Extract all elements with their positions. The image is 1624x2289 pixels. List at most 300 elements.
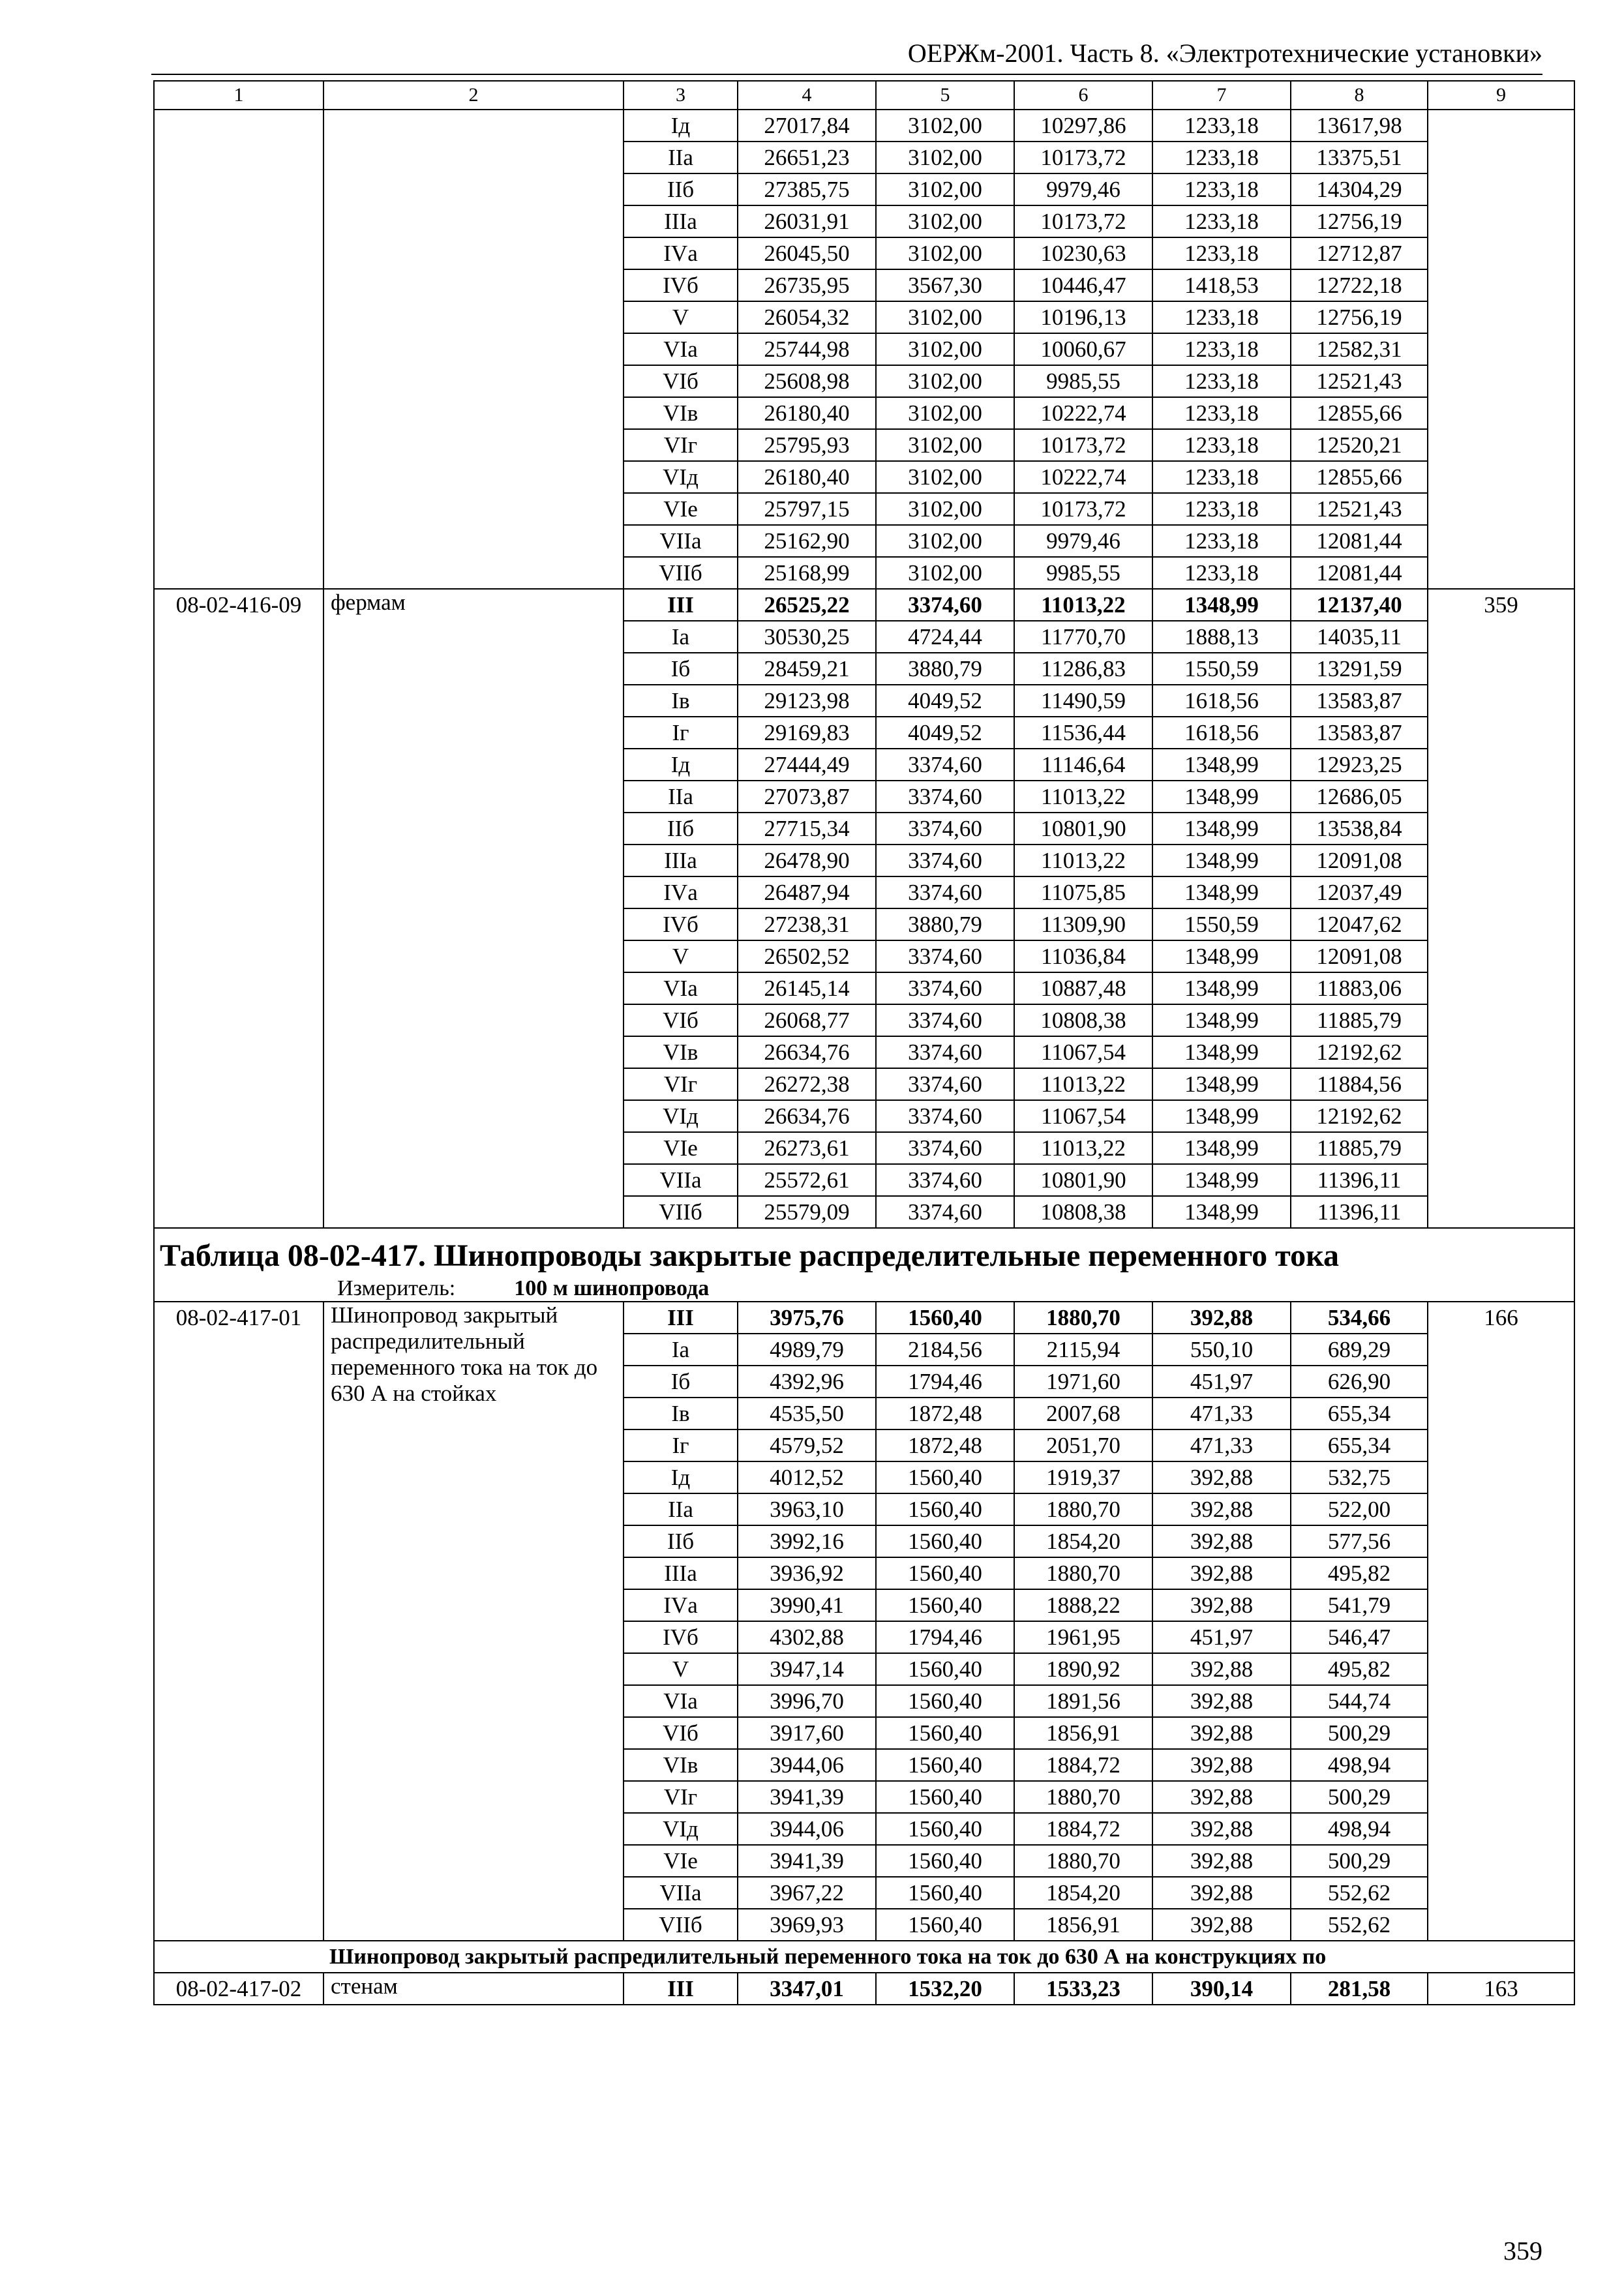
value-cell: 655,34 — [1291, 1429, 1428, 1461]
value-cell: 3374,60 — [876, 1036, 1014, 1068]
value-cell: 25797,15 — [738, 493, 876, 525]
value-cell: 11146,64 — [1014, 749, 1152, 781]
value-cell: 13291,59 — [1291, 653, 1428, 685]
value-cell: 2051,70 — [1014, 1429, 1152, 1461]
zone-cell: Iд — [624, 110, 738, 142]
norm-ref-cell: 163 — [1428, 1973, 1574, 2005]
value-cell: 10173,72 — [1014, 429, 1152, 461]
value-cell: 1794,46 — [876, 1621, 1014, 1653]
value-cell: 4049,52 — [876, 717, 1014, 749]
value-cell: 1880,70 — [1014, 1845, 1152, 1877]
value-cell: 451,97 — [1152, 1621, 1291, 1653]
zone-cell: VIе — [624, 493, 738, 525]
zone-cell: Iб — [624, 1366, 738, 1398]
zone-cell: IVа — [624, 237, 738, 269]
value-cell: 1550,59 — [1152, 908, 1291, 940]
value-cell: 1532,20 — [876, 1973, 1014, 2005]
value-cell: 11036,84 — [1014, 940, 1152, 972]
value-cell: 30530,25 — [738, 621, 876, 653]
value-cell: 1884,72 — [1014, 1749, 1152, 1781]
value-cell: 498,94 — [1291, 1813, 1428, 1845]
norm-ref-cell: 166 — [1428, 1302, 1574, 1941]
value-cell: 29169,83 — [738, 717, 876, 749]
zone-cell: VIв — [624, 397, 738, 429]
zone-cell: VIIб — [624, 1196, 738, 1228]
value-cell: 3102,00 — [876, 110, 1014, 142]
unit-value: 100 м шинопровода — [514, 1276, 710, 1300]
value-cell: 1348,99 — [1152, 876, 1291, 908]
value-cell: 4724,44 — [876, 621, 1014, 653]
column-number-header: 7 — [1152, 81, 1291, 110]
value-cell: 1348,99 — [1152, 749, 1291, 781]
value-cell: 3102,00 — [876, 237, 1014, 269]
value-cell: 3374,60 — [876, 1196, 1014, 1228]
value-cell: 3996,70 — [738, 1685, 876, 1717]
norm-ref-cell: 359 — [1428, 589, 1574, 1228]
value-cell: 12520,21 — [1291, 429, 1428, 461]
zone-cell: Iг — [624, 717, 738, 749]
value-cell: 3374,60 — [876, 972, 1014, 1004]
zone-cell: VIв — [624, 1036, 738, 1068]
column-number-header: 3 — [624, 81, 738, 110]
value-cell: 1856,91 — [1014, 1717, 1152, 1749]
value-cell: 3374,60 — [876, 1164, 1014, 1196]
value-cell: 1348,99 — [1152, 972, 1291, 1004]
value-cell: 12521,43 — [1291, 365, 1428, 397]
value-cell: 392,88 — [1152, 1461, 1291, 1493]
zone-cell: III — [624, 1302, 738, 1334]
item-description-cell — [323, 110, 624, 589]
zone-cell: IIа — [624, 1493, 738, 1525]
zone-cell: IIIа — [624, 845, 738, 876]
zone-cell: VIIа — [624, 1164, 738, 1196]
value-cell: 1348,99 — [1152, 940, 1291, 972]
value-cell: 9979,46 — [1014, 173, 1152, 205]
zone-cell: Iд — [624, 1461, 738, 1493]
value-cell: 1872,48 — [876, 1398, 1014, 1429]
value-cell: 26273,61 — [738, 1132, 876, 1164]
value-cell: 11536,44 — [1014, 717, 1152, 749]
zone-cell: V — [624, 301, 738, 333]
value-cell: 1348,99 — [1152, 1100, 1291, 1132]
value-cell: 1348,99 — [1152, 1004, 1291, 1036]
item-code-cell: 08-02-417-02 — [154, 1973, 323, 2005]
value-cell: 14304,29 — [1291, 173, 1428, 205]
value-cell: 1971,60 — [1014, 1366, 1152, 1398]
value-cell: 25162,90 — [738, 525, 876, 557]
value-cell: 25579,09 — [738, 1196, 876, 1228]
value-cell: 1560,40 — [876, 1845, 1014, 1877]
value-cell: 2115,94 — [1014, 1334, 1152, 1366]
value-cell: 392,88 — [1152, 1685, 1291, 1717]
zone-cell: Iа — [624, 621, 738, 653]
zone-cell: IVа — [624, 1589, 738, 1621]
zone-cell: VIв — [624, 1749, 738, 1781]
value-cell: 1560,40 — [876, 1525, 1014, 1557]
value-cell: 1348,99 — [1152, 1196, 1291, 1228]
value-cell: 3102,00 — [876, 173, 1014, 205]
value-cell: 471,33 — [1152, 1398, 1291, 1429]
value-cell: 9979,46 — [1014, 525, 1152, 557]
value-cell: 3374,60 — [876, 876, 1014, 908]
subsection-row — [154, 1941, 1574, 1973]
value-cell: 27444,49 — [738, 749, 876, 781]
value-cell: 26651,23 — [738, 142, 876, 173]
value-cell: 392,88 — [1152, 1813, 1291, 1845]
value-cell: 3102,00 — [876, 429, 1014, 461]
value-cell: 26068,77 — [738, 1004, 876, 1036]
value-cell: 26180,40 — [738, 397, 876, 429]
value-cell: 577,56 — [1291, 1525, 1428, 1557]
value-cell: 1560,40 — [876, 1653, 1014, 1685]
value-cell: 3374,60 — [876, 940, 1014, 972]
value-cell: 541,79 — [1291, 1589, 1428, 1621]
value-cell: 392,88 — [1152, 1845, 1291, 1877]
value-cell: 500,29 — [1291, 1845, 1428, 1877]
zone-cell: VIе — [624, 1845, 738, 1877]
zone-cell: VIIа — [624, 1877, 738, 1909]
value-cell: 27385,75 — [738, 173, 876, 205]
value-cell: 1560,40 — [876, 1749, 1014, 1781]
value-cell: 10446,47 — [1014, 269, 1152, 301]
value-cell: 29123,98 — [738, 685, 876, 717]
value-cell: 1856,91 — [1014, 1909, 1152, 1941]
value-cell: 26478,90 — [738, 845, 876, 876]
value-cell: 3947,14 — [738, 1653, 876, 1685]
value-cell: 3102,00 — [876, 461, 1014, 493]
value-cell: 1854,20 — [1014, 1525, 1152, 1557]
value-cell: 1233,18 — [1152, 333, 1291, 365]
value-cell: 1888,22 — [1014, 1589, 1152, 1621]
value-cell: 27715,34 — [738, 813, 876, 845]
value-cell: 1884,72 — [1014, 1813, 1152, 1845]
column-number-header: 4 — [738, 81, 876, 110]
value-cell: 1618,56 — [1152, 685, 1291, 717]
value-cell: 3374,60 — [876, 845, 1014, 876]
item-description-cell: стенам — [323, 1973, 624, 2005]
value-cell: 392,88 — [1152, 1525, 1291, 1557]
value-cell: 471,33 — [1152, 1429, 1291, 1461]
value-cell: 1233,18 — [1152, 110, 1291, 142]
table-row — [154, 589, 1574, 621]
value-cell: 1794,46 — [876, 1366, 1014, 1398]
value-cell: 1233,18 — [1152, 142, 1291, 173]
value-cell: 3374,60 — [876, 589, 1014, 621]
value-cell: 500,29 — [1291, 1781, 1428, 1813]
value-cell: 12192,62 — [1291, 1036, 1428, 1068]
zone-cell: IIб — [624, 1525, 738, 1557]
value-cell: 1888,13 — [1152, 621, 1291, 653]
zone-cell: IIIа — [624, 205, 738, 237]
value-cell: 25608,98 — [738, 365, 876, 397]
value-cell: 1233,18 — [1152, 205, 1291, 237]
value-cell: 1890,92 — [1014, 1653, 1152, 1685]
value-cell: 26272,38 — [738, 1068, 876, 1100]
value-cell: 3917,60 — [738, 1717, 876, 1749]
item-code-cell: 08-02-417-01 — [154, 1302, 323, 1941]
zone-cell: IVб — [624, 1621, 738, 1653]
zone-cell: VIд — [624, 1100, 738, 1132]
value-cell: 3102,00 — [876, 525, 1014, 557]
value-cell: 1233,18 — [1152, 397, 1291, 429]
value-cell: 552,62 — [1291, 1877, 1428, 1909]
value-cell: 522,00 — [1291, 1493, 1428, 1525]
value-cell: 10222,74 — [1014, 397, 1152, 429]
value-cell: 1233,18 — [1152, 365, 1291, 397]
table-row — [154, 1973, 1574, 2005]
value-cell: 1560,40 — [876, 1781, 1014, 1813]
page-header: ОЕРЖм-2001. Часть 8. «Электротехнические установки» — [907, 38, 1542, 68]
zone-cell: Iд — [624, 749, 738, 781]
zone-cell: VIб — [624, 1717, 738, 1749]
value-cell: 9985,55 — [1014, 557, 1152, 589]
value-cell: 11884,56 — [1291, 1068, 1428, 1100]
value-cell: 11396,11 — [1291, 1164, 1428, 1196]
value-cell: 1233,18 — [1152, 461, 1291, 493]
value-cell: 1560,40 — [876, 1877, 1014, 1909]
norm-ref-cell — [1428, 110, 1574, 589]
value-cell: 1348,99 — [1152, 1068, 1291, 1100]
value-cell: 12081,44 — [1291, 557, 1428, 589]
value-cell: 3374,60 — [876, 813, 1014, 845]
value-cell: 532,75 — [1291, 1461, 1428, 1493]
value-cell: 390,14 — [1152, 1973, 1291, 2005]
value-cell: 3102,00 — [876, 493, 1014, 525]
value-cell: 3374,60 — [876, 1100, 1014, 1132]
value-cell: 3880,79 — [876, 653, 1014, 685]
value-cell: 3347,01 — [738, 1973, 876, 2005]
item-code-cell: 08-02-416-09 — [154, 589, 323, 1228]
value-cell: 26502,52 — [738, 940, 876, 972]
value-cell: 13617,98 — [1291, 110, 1428, 142]
value-cell: 4012,52 — [738, 1461, 876, 1493]
value-cell: 546,47 — [1291, 1621, 1428, 1653]
column-number-header: 9 — [1428, 81, 1574, 110]
value-cell: 1560,40 — [876, 1302, 1014, 1334]
value-cell: 10173,72 — [1014, 493, 1152, 525]
value-cell: 3374,60 — [876, 781, 1014, 813]
value-cell: 26180,40 — [738, 461, 876, 493]
zone-cell: IIа — [624, 781, 738, 813]
value-cell: 27238,31 — [738, 908, 876, 940]
value-cell: 11013,22 — [1014, 781, 1152, 813]
value-cell: 4989,79 — [738, 1334, 876, 1366]
value-cell: 25168,99 — [738, 557, 876, 589]
value-cell: 25572,61 — [738, 1164, 876, 1196]
value-cell: 10060,67 — [1014, 333, 1152, 365]
value-cell: 1880,70 — [1014, 1493, 1152, 1525]
value-cell: 1348,99 — [1152, 845, 1291, 876]
value-cell: 392,88 — [1152, 1717, 1291, 1749]
value-cell: 12756,19 — [1291, 301, 1428, 333]
value-cell: 1560,40 — [876, 1493, 1014, 1525]
zone-cell: IIIа — [624, 1557, 738, 1589]
value-cell: 1348,99 — [1152, 1164, 1291, 1196]
value-cell: 3567,30 — [876, 269, 1014, 301]
unit-label: Измеритель: — [337, 1276, 456, 1300]
value-cell: 544,74 — [1291, 1685, 1428, 1717]
value-cell: 1872,48 — [876, 1429, 1014, 1461]
zone-cell: IVб — [624, 269, 738, 301]
value-cell: 3102,00 — [876, 397, 1014, 429]
value-cell: 689,29 — [1291, 1334, 1428, 1366]
zone-cell: IIа — [624, 142, 738, 173]
value-cell: 3967,22 — [738, 1877, 876, 1909]
value-cell: 495,82 — [1291, 1653, 1428, 1685]
value-cell: 2184,56 — [876, 1334, 1014, 1366]
value-cell: 10801,90 — [1014, 1164, 1152, 1196]
value-cell: 10808,38 — [1014, 1196, 1152, 1228]
value-cell: 1348,99 — [1152, 781, 1291, 813]
value-cell: 1233,18 — [1152, 557, 1291, 589]
zone-cell: VIг — [624, 1068, 738, 1100]
value-cell: 13583,87 — [1291, 685, 1428, 717]
value-cell: 3374,60 — [876, 1068, 1014, 1100]
value-cell: 13375,51 — [1291, 142, 1428, 173]
value-cell: 11885,79 — [1291, 1004, 1428, 1036]
value-cell: 1550,59 — [1152, 653, 1291, 685]
item-code-cell — [154, 110, 323, 589]
value-cell: 11013,22 — [1014, 845, 1152, 876]
value-cell: 11067,54 — [1014, 1100, 1152, 1132]
value-cell: 12712,87 — [1291, 237, 1428, 269]
value-cell: 1560,40 — [876, 1813, 1014, 1845]
value-cell: 1961,95 — [1014, 1621, 1152, 1653]
subsection-title: Шинопровод закрытый распредилительный переменного тока на ток до 630 А на конструкциях по — [154, 1941, 1574, 1973]
zone-cell: Iв — [624, 1398, 738, 1429]
value-cell: 12521,43 — [1291, 493, 1428, 525]
value-cell: 550,10 — [1152, 1334, 1291, 1366]
value-cell: 1880,70 — [1014, 1781, 1152, 1813]
value-cell: 1233,18 — [1152, 493, 1291, 525]
value-cell: 12037,49 — [1291, 876, 1428, 908]
column-number-row — [154, 81, 1574, 110]
value-cell: 1233,18 — [1152, 429, 1291, 461]
value-cell: 3941,39 — [738, 1845, 876, 1877]
value-cell: 11013,22 — [1014, 589, 1152, 621]
value-cell: 281,58 — [1291, 1973, 1428, 2005]
value-cell: 3936,92 — [738, 1557, 876, 1589]
value-cell: 11067,54 — [1014, 1036, 1152, 1068]
value-cell: 13538,84 — [1291, 813, 1428, 845]
value-cell: 26145,14 — [738, 972, 876, 1004]
value-cell: 10808,38 — [1014, 1004, 1152, 1036]
value-cell: 392,88 — [1152, 1589, 1291, 1621]
value-cell: 9985,55 — [1014, 365, 1152, 397]
zone-cell: VIIб — [624, 1909, 738, 1941]
value-cell: 10230,63 — [1014, 237, 1152, 269]
value-cell: 12137,40 — [1291, 589, 1428, 621]
value-cell: 3992,16 — [738, 1525, 876, 1557]
value-cell: 1348,99 — [1152, 1132, 1291, 1164]
value-cell: 27073,87 — [738, 781, 876, 813]
value-cell: 26031,91 — [738, 205, 876, 237]
value-cell: 552,62 — [1291, 1909, 1428, 1941]
value-cell: 392,88 — [1152, 1781, 1291, 1813]
header-rule — [151, 74, 1542, 75]
value-cell: 3941,39 — [738, 1781, 876, 1813]
value-cell: 3374,60 — [876, 749, 1014, 781]
value-cell: 12855,66 — [1291, 397, 1428, 429]
zone-cell: VIг — [624, 1781, 738, 1813]
value-cell: 10297,86 — [1014, 110, 1152, 142]
value-cell: 392,88 — [1152, 1877, 1291, 1909]
value-cell: 655,34 — [1291, 1398, 1428, 1429]
value-cell: 4392,96 — [738, 1366, 876, 1398]
value-cell: 3102,00 — [876, 205, 1014, 237]
value-cell: 392,88 — [1152, 1557, 1291, 1589]
value-cell: 1233,18 — [1152, 173, 1291, 205]
value-cell: 4302,88 — [738, 1621, 876, 1653]
section-header-cell — [154, 1228, 1574, 1302]
value-cell: 3102,00 — [876, 301, 1014, 333]
value-cell: 1233,18 — [1152, 237, 1291, 269]
zone-cell: VIа — [624, 1685, 738, 1717]
value-cell: 26634,76 — [738, 1100, 876, 1132]
value-cell: 10173,72 — [1014, 205, 1152, 237]
value-cell: 25795,93 — [738, 429, 876, 461]
zone-cell: VIг — [624, 429, 738, 461]
zone-cell: III — [624, 1973, 738, 2005]
price-table — [153, 80, 1575, 2005]
value-cell: 10222,74 — [1014, 461, 1152, 493]
value-cell: 12091,08 — [1291, 845, 1428, 876]
value-cell: 11075,85 — [1014, 876, 1152, 908]
zone-cell: IIб — [624, 813, 738, 845]
value-cell: 1348,99 — [1152, 1036, 1291, 1068]
value-cell: 3880,79 — [876, 908, 1014, 940]
value-cell: 1560,40 — [876, 1717, 1014, 1749]
zone-cell: V — [624, 1653, 738, 1685]
value-cell: 392,88 — [1152, 1749, 1291, 1781]
value-cell: 12192,62 — [1291, 1100, 1428, 1132]
value-cell: 392,88 — [1152, 1653, 1291, 1685]
value-cell: 11770,70 — [1014, 621, 1152, 653]
value-cell: 534,66 — [1291, 1302, 1428, 1334]
value-cell: 4579,52 — [738, 1429, 876, 1461]
value-cell: 451,97 — [1152, 1366, 1291, 1398]
value-cell: 12855,66 — [1291, 461, 1428, 493]
value-cell: 26634,76 — [738, 1036, 876, 1068]
value-cell: 1560,40 — [876, 1685, 1014, 1717]
section-row — [154, 1228, 1574, 1302]
value-cell: 3944,06 — [738, 1749, 876, 1781]
value-cell: 28459,21 — [738, 653, 876, 685]
zone-cell: V — [624, 940, 738, 972]
value-cell: 11309,90 — [1014, 908, 1152, 940]
value-cell: 3102,00 — [876, 365, 1014, 397]
value-cell: 11396,11 — [1291, 1196, 1428, 1228]
value-cell: 26054,32 — [738, 301, 876, 333]
zone-cell: VIб — [624, 365, 738, 397]
zone-cell: Iв — [624, 685, 738, 717]
zone-cell: III — [624, 589, 738, 621]
value-cell: 12582,31 — [1291, 333, 1428, 365]
value-cell: 3975,76 — [738, 1302, 876, 1334]
value-cell: 12686,05 — [1291, 781, 1428, 813]
zone-cell: IVа — [624, 876, 738, 908]
value-cell: 1560,40 — [876, 1557, 1014, 1589]
zone-cell: VIа — [624, 333, 738, 365]
section-title: Таблица 08-02-417. Шинопроводы закрытые распределительные переменного тока — [160, 1238, 1340, 1273]
value-cell: 626,90 — [1291, 1366, 1428, 1398]
value-cell: 3102,00 — [876, 557, 1014, 589]
zone-cell: Iа — [624, 1334, 738, 1366]
value-cell: 1880,70 — [1014, 1302, 1152, 1334]
value-cell: 10196,13 — [1014, 301, 1152, 333]
value-cell: 3963,10 — [738, 1493, 876, 1525]
column-number-header: 2 — [323, 81, 624, 110]
